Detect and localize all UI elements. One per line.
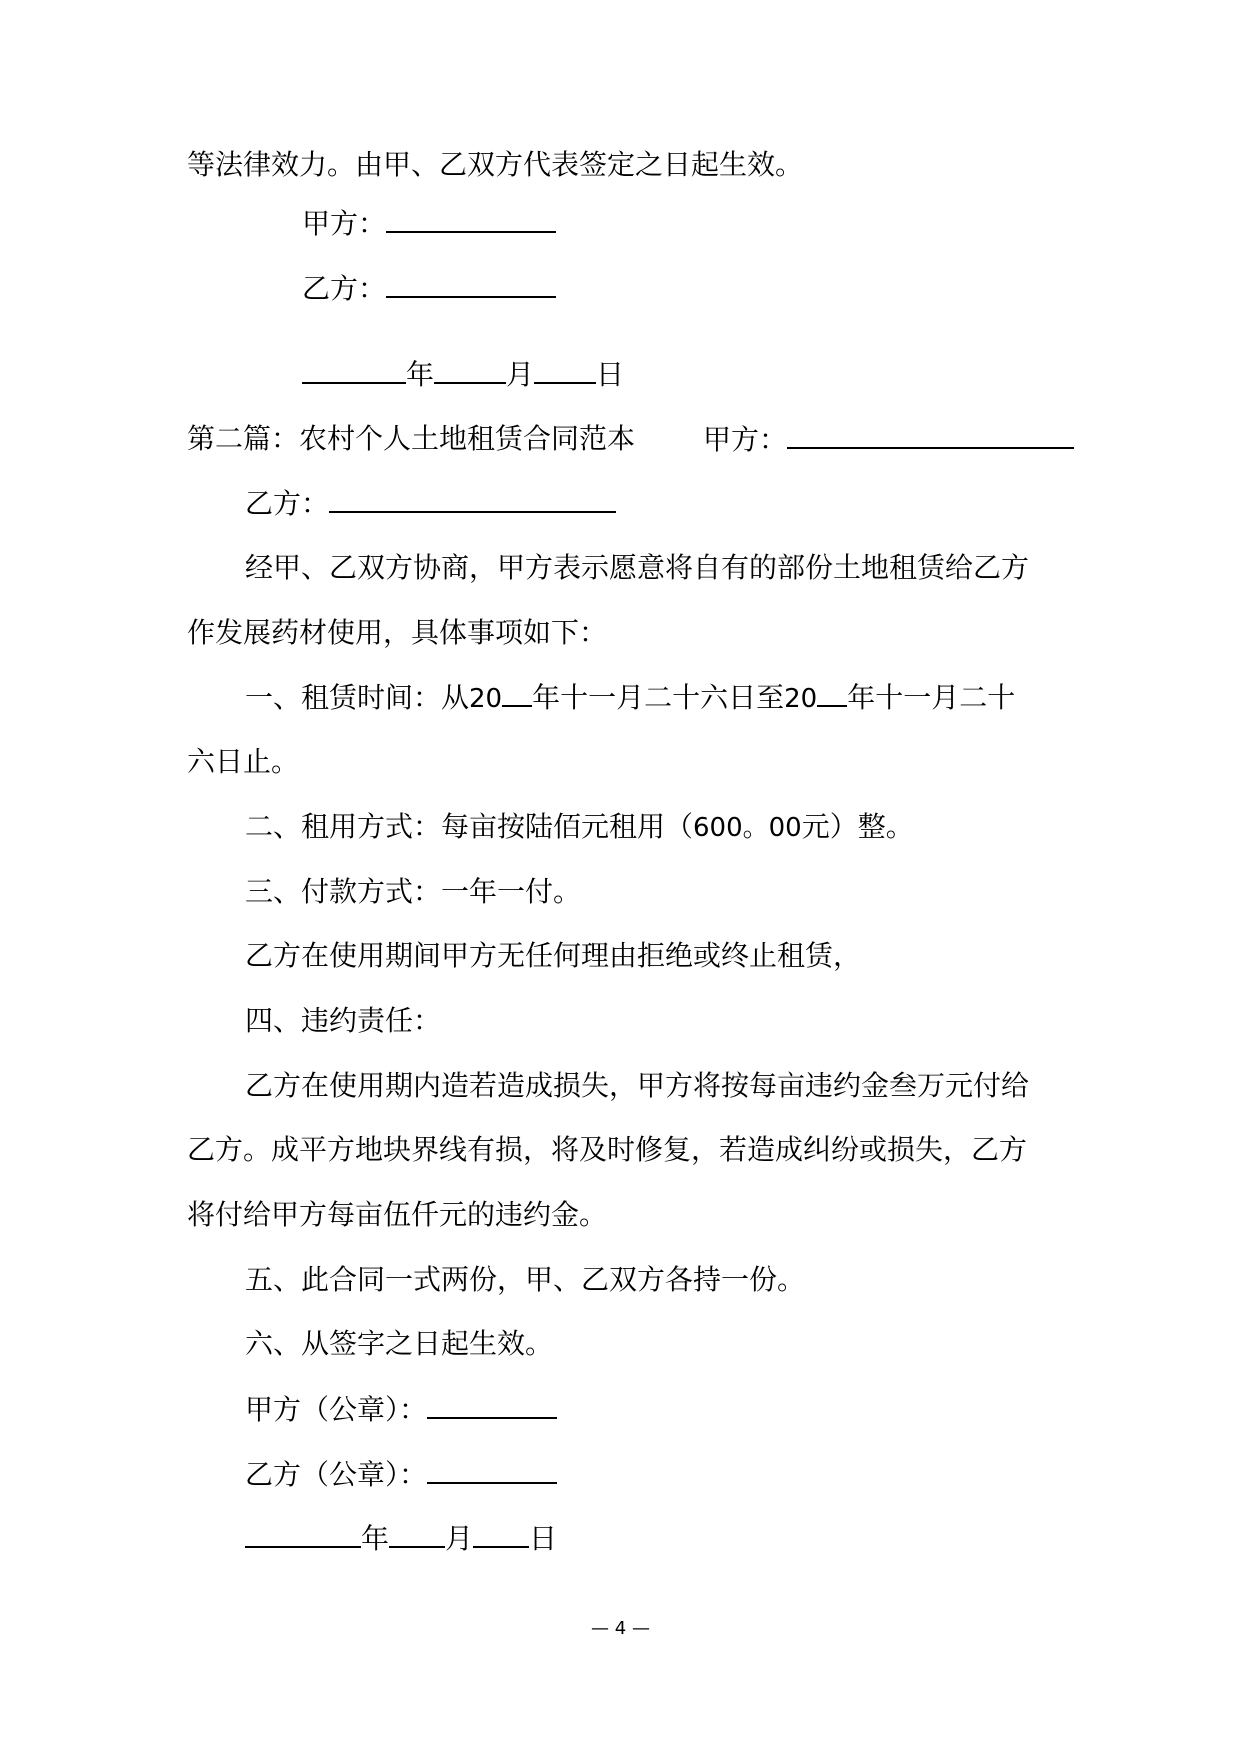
paragraph-line [187,1132,1027,1168]
text: 五、此合同一式两份，甲、乙双方各持一份。 [245,1263,806,1296]
party-a-seal-line [245,1391,557,1428]
month-blank[interactable] [389,1520,445,1548]
blank-field[interactable] [329,485,616,513]
page-number: — 4 — [591,1618,650,1639]
clause-4 [245,1003,441,1039]
date-line [302,356,624,393]
label: 甲方（公章）： [245,1393,428,1426]
text: 乙方在使用期间甲方无任何理由拒绝或终止租赁， [245,939,862,972]
party-b-seal-line [245,1456,557,1493]
year-label: 年 [361,1522,390,1555]
clause-5 [245,1262,805,1298]
blank-field[interactable] [427,1391,557,1419]
clause-1 [245,679,1015,717]
month-blank[interactable] [434,356,506,384]
clause-3 [245,874,581,910]
clause-6 [245,1326,553,1362]
day-blank[interactable] [473,1520,529,1548]
year-blank[interactable] [245,1520,361,1548]
party-b-signature-line [302,270,556,307]
party-a-signature-line [302,205,556,242]
day-blank[interactable] [534,356,596,384]
day-label: 日 [596,358,625,391]
text: 将付给甲方每亩伍仟元的违约金。 [187,1198,608,1231]
text: 作发展药材使用，具体事项如下： [187,616,608,649]
text: 一、租赁时间：从 [245,681,470,714]
heading-text: 第二篇：农村个人土地租赁合同范本 [187,422,636,455]
section-heading [187,421,635,457]
text: 二、租用方式：每亩按陆佰元租用（ [245,810,694,843]
paragraph-line [245,550,1029,586]
text: 乙方在使用期内造若造成损失，甲方将按每亩违约金叁万元付给 [245,1069,1030,1102]
text: 乙方。成平方地块界线有损，将及时修复，若造成纠纷或损失，乙方 [187,1133,1028,1166]
text: 等法律效力。由甲、乙双方代表签定之日起生效。 [187,148,804,181]
day-label: 日 [529,1522,558,1555]
paragraph-line [245,938,861,974]
label: 甲方： [302,207,387,240]
text: 年十一月二十六日至 [532,681,785,714]
label: 乙方： [302,272,387,305]
blank-field[interactable] [386,205,556,233]
paragraph-line [187,615,607,651]
text: 六日止。 [187,745,300,778]
text: 元）整。 [801,810,914,843]
label: 乙方（公章）： [245,1458,428,1491]
year-blank[interactable] [502,679,532,707]
year-label: 年 [406,358,435,391]
label: 乙方： [245,487,330,520]
text: 经甲、乙双方协商，甲方表示愿意将自有的部份土地租赁给乙方 [245,551,1030,584]
blank-field[interactable] [386,270,556,298]
year-blank[interactable] [302,356,406,384]
amount: 600。00 [693,813,802,843]
label: 甲方： [703,423,788,456]
year-blank[interactable] [817,679,847,707]
party-b-line [245,485,616,522]
year-prefix: 20 [469,684,503,714]
month-label: 月 [445,1522,474,1555]
date-line [245,1520,557,1557]
party-a-line [703,421,1074,458]
paragraph-line [187,1197,607,1233]
blank-field[interactable] [427,1456,557,1484]
text: 三、付款方式：一年一付。 [245,875,582,908]
clause-2 [245,809,914,846]
paragraph-line [187,147,803,183]
paragraph-line [245,1068,1029,1104]
blank-field[interactable] [787,421,1074,449]
month-label: 月 [506,358,535,391]
text: 六、从签字之日起生效。 [245,1327,554,1360]
year-prefix: 20 [784,684,818,714]
text: 年十一月二十 [847,681,1016,714]
paragraph-line [187,744,299,780]
text: 四、违约责任： [245,1004,442,1037]
